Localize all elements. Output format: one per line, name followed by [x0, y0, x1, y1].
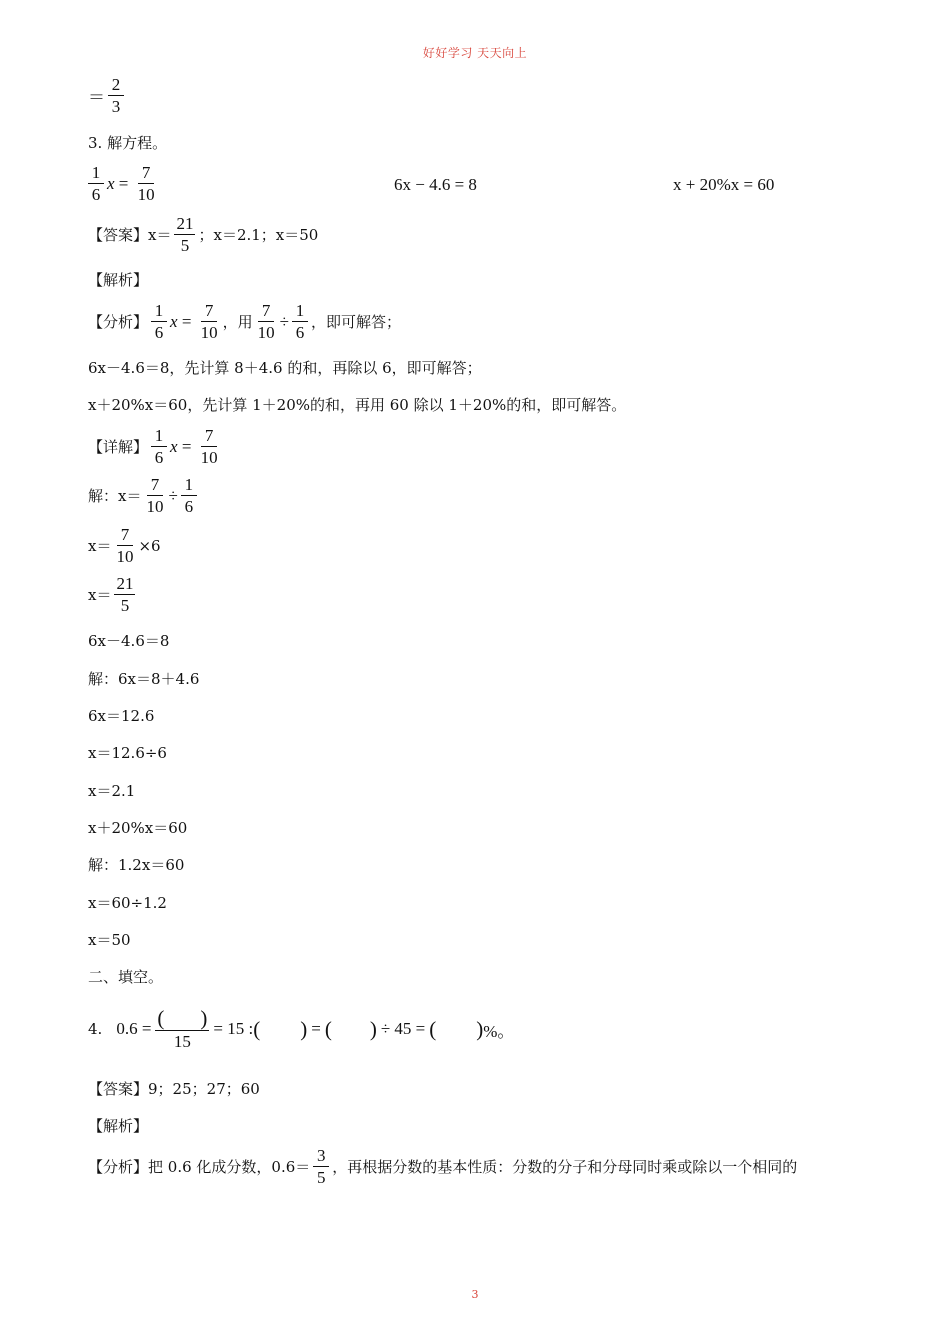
numerator: 21 — [116, 574, 134, 593]
step-prefix: 解：x＝ — [88, 487, 142, 505]
answer-text: 9；25；27；60 — [148, 1080, 260, 1098]
times-six: ×6 — [138, 536, 161, 555]
denominator: 10 — [200, 448, 218, 467]
q3-step-line: 解：1.2x＝60 — [88, 856, 185, 874]
open-paren: ( — [324, 1016, 332, 1041]
numerator: 1 — [88, 162, 104, 184]
q3-step-line: 解：6x＝8＋4.6 — [88, 670, 200, 688]
q3-answer — [88, 213, 318, 256]
denominator: 10 — [116, 547, 134, 566]
denominator: 6 — [154, 448, 164, 467]
q3-step-line: 6x＝12.6 — [88, 707, 155, 725]
fraction-2-3 — [108, 74, 124, 117]
detail-label: 【详解】 — [88, 438, 149, 456]
blank-dividend — [325, 1017, 377, 1042]
denominator: 15 — [173, 1032, 191, 1051]
denominator: 6 — [91, 185, 101, 204]
fenxi-prefix: 把 0.6 化成分数，0.6＝ — [148, 1158, 311, 1176]
q3-step-line: x＝12.6÷6 — [88, 744, 167, 762]
q3-fenxi-line-1 — [88, 300, 401, 343]
percent-sign: %。 — [483, 1021, 515, 1041]
variable-x: x — [170, 311, 178, 331]
denominator: 6 — [154, 323, 164, 342]
fraction-7-10 — [256, 300, 277, 343]
fenxi-rest: ，再根据分数的基本性质：分数的分子和分母同时乘或除以一个相同的 — [332, 1158, 798, 1176]
open-paren: ( — [157, 1006, 165, 1030]
equals-sign: = — [311, 1019, 321, 1038]
text-end: ，即可解答； — [311, 313, 402, 331]
fraction-1-6 — [88, 162, 104, 205]
q3-title: 3. 解方程。 — [88, 134, 168, 152]
close-paren: ) — [300, 1016, 308, 1041]
fraction-1-6 — [151, 300, 167, 343]
divide-sign: ÷ — [279, 311, 290, 331]
fraction-1-6 — [292, 300, 308, 343]
numerator: 7 — [201, 300, 217, 322]
denominator: 10 — [200, 323, 218, 342]
answer-prefix: x＝ — [148, 226, 172, 244]
fenxi-label: 【分析】 — [88, 1158, 149, 1176]
denominator: 6 — [295, 323, 305, 342]
equals-sign: = — [177, 436, 196, 456]
variable-x: x — [107, 173, 115, 193]
q3-equation-1 — [88, 162, 160, 205]
step-prefix: x＝ — [88, 586, 112, 604]
q3-step-line: x＝60÷1.2 — [88, 894, 167, 912]
divide-part: ÷ 45 = — [380, 1019, 426, 1038]
equals-sign: ＝ — [88, 88, 105, 107]
numerator: 7 — [201, 425, 217, 447]
open-paren: ( — [429, 1016, 437, 1041]
q3-step-line: x＝2.1 — [88, 782, 136, 800]
q3-fenxi-line-2: 6x－4.6＝8，先计算 8＋4.6 的和，再除以 6，即可解答； — [88, 359, 482, 377]
q3-analysis-label: 【解析】 — [88, 271, 149, 289]
variable-x: x — [170, 436, 178, 456]
numerator: 1 — [151, 425, 167, 447]
blank-ratio — [253, 1017, 307, 1042]
page-header: 好好学习 天天向上 — [422, 46, 528, 60]
close-paren: ) — [369, 1016, 377, 1041]
section-2-title: 二、填空。 — [88, 968, 164, 986]
q3-detail-step-2 — [88, 524, 161, 567]
q3-step-line: x＝50 — [88, 931, 131, 949]
fraction-7-10 — [199, 300, 220, 343]
fraction-21-5 — [174, 213, 195, 256]
q3-detail-step-3 — [88, 573, 138, 616]
question-number: 4. — [88, 1020, 103, 1038]
numerator: 2 — [108, 74, 124, 96]
close-paren: ) — [476, 1016, 484, 1041]
fraction-7-10 — [199, 425, 220, 468]
text-yong: ，用 — [222, 313, 253, 331]
fraction-7-10 — [114, 524, 135, 567]
page-number: 3 — [471, 1288, 479, 1301]
denominator: 5 — [120, 596, 130, 615]
fraction-3-5 — [313, 1145, 329, 1188]
answer-label: 【答案】 — [88, 1080, 149, 1098]
denominator: 5 — [180, 236, 190, 255]
numerator: 1 — [151, 300, 167, 322]
answer-rest: ；x＝2.1；x＝50 — [198, 226, 319, 244]
q3-equation-2: 6x − 4.6 = 8 — [394, 175, 477, 194]
denominator: 10 — [257, 323, 275, 342]
denominator: 6 — [184, 497, 194, 516]
denominator: 3 — [111, 97, 121, 116]
q4-equation — [88, 1006, 514, 1052]
q3-detail-step-1 — [88, 474, 200, 517]
q3-fenxi-line-3: x＋20%x＝60，先计算 1＋20%的和，再用 60 除以 1＋20%的和，即可解答。 — [88, 396, 627, 414]
fraction-7-10 — [136, 162, 157, 205]
numerator: 3 — [313, 1145, 329, 1167]
numerator: 21 — [176, 214, 194, 233]
fraction-7-10 — [144, 474, 165, 517]
blank-percent — [429, 1017, 483, 1042]
divide-sign: ÷ — [168, 485, 178, 505]
q4-answer — [88, 1078, 260, 1099]
blank-fraction — [155, 1006, 209, 1052]
answer-label: 【答案】 — [88, 226, 149, 244]
close-paren: ) — [200, 1006, 208, 1030]
numerator: 1 — [181, 474, 197, 496]
fraction-1-6 — [151, 425, 167, 468]
fenxi-label: 【分析】 — [88, 313, 149, 331]
blank-numerator — [155, 1006, 209, 1031]
open-paren: ( — [253, 1016, 261, 1041]
denominator: 10 — [146, 497, 164, 516]
equals-sign: = — [114, 173, 133, 193]
q3-step-line: x＋20%x＝60 — [88, 819, 188, 837]
numerator: 7 — [147, 474, 163, 496]
numerator: 1 — [292, 300, 308, 322]
fraction-21-5 — [114, 573, 135, 616]
denominator: 5 — [317, 1168, 326, 1187]
equals-sign: = — [177, 311, 196, 331]
denominator: 10 — [137, 185, 155, 204]
numerator: 7 — [117, 524, 133, 546]
step-prefix: x＝ — [88, 537, 112, 555]
prev-result-line — [88, 74, 127, 117]
fraction-1-6 — [181, 474, 197, 517]
numerator: 7 — [138, 162, 154, 184]
numerator: 7 — [258, 300, 274, 322]
q3-step-line: 6x－4.6＝8 — [88, 632, 170, 650]
q3-detail-header — [88, 425, 223, 468]
q4-analysis-label: 【解析】 — [88, 1117, 149, 1135]
q4-lhs: 0.6 = — [116, 1019, 152, 1038]
q3-equation-3: x + 20%x = 60 — [673, 175, 775, 194]
q4-fenxi — [88, 1145, 797, 1188]
ratio-part: = 15 : — [213, 1019, 254, 1038]
